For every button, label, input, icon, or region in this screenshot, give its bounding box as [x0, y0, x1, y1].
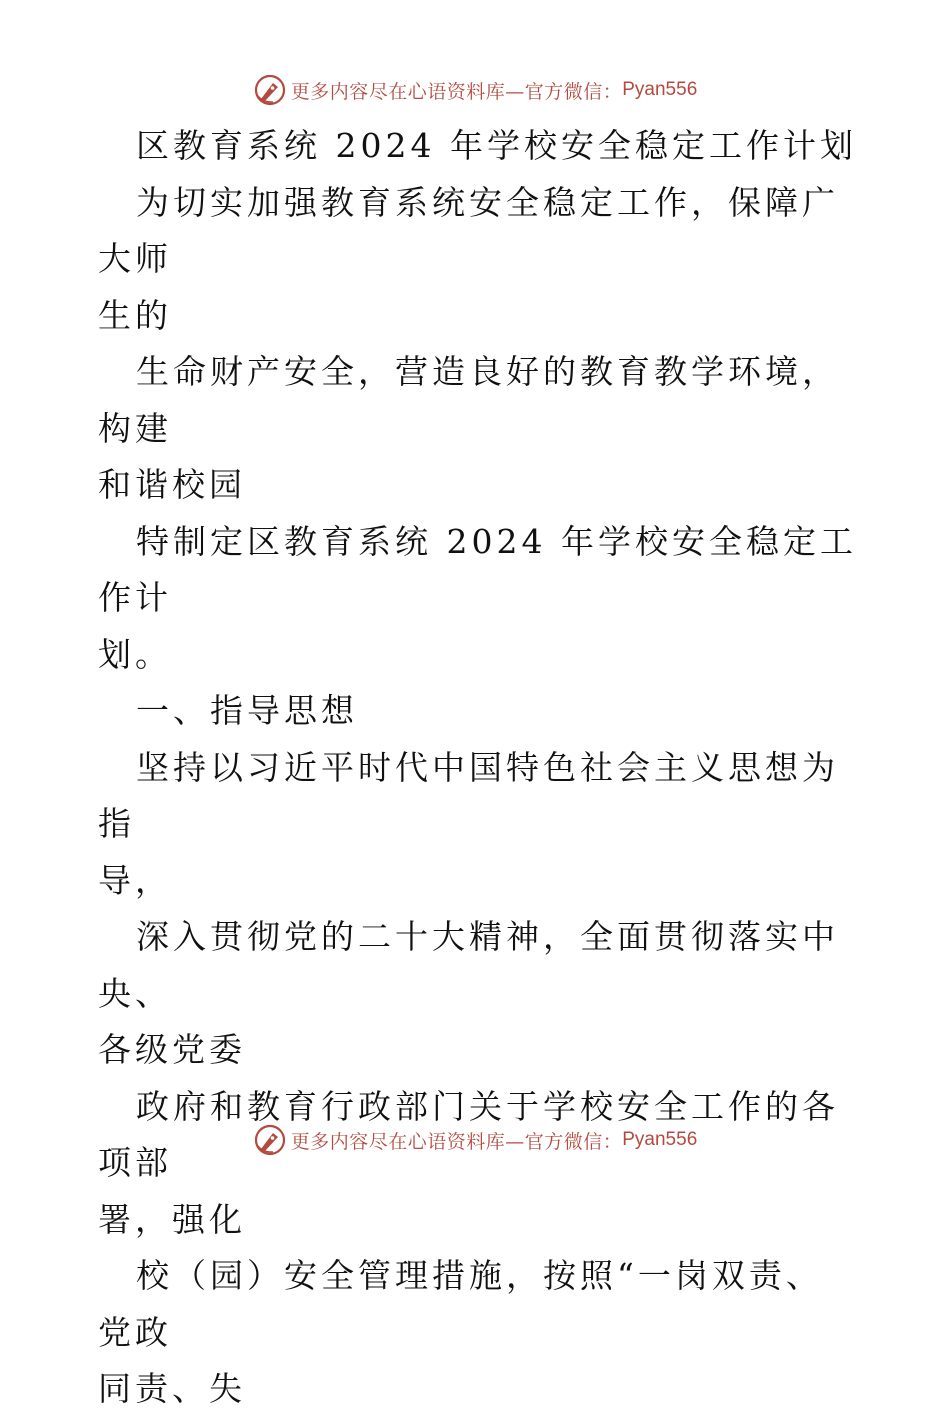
section-heading: 一、指导思想 — [136, 691, 358, 730]
banner-wechat-id: Pyan556 — [622, 1129, 698, 1150]
document-body — [98, 118, 858, 1418]
document-line: 为切实加强教育系统安全稳定工作，保障广大师 — [98, 182, 839, 278]
footer-watermark-banner — [0, 1120, 950, 1160]
document-line: 区教育系统 2024 年学校安全稳定工作计划 — [136, 126, 857, 165]
pen-nib-logo-icon — [253, 1123, 287, 1157]
document-line: 划。 — [98, 634, 172, 674]
document-line: 各级党委 — [98, 1030, 246, 1069]
header-watermark-banner — [0, 70, 950, 110]
document-line: 同责、失 — [98, 1369, 246, 1408]
banner-text: 更多内容尽在心语资料库—官方微信： — [290, 1130, 623, 1153]
document-line: 校（园）安全管理措施，按照“一岗双责、党政 — [98, 1256, 823, 1352]
document-line: 生命财产安全，营造良好的教育教学环境，构建 — [98, 352, 839, 448]
document-line: 署，强化 — [98, 1199, 246, 1239]
document-line: 坚持以习近平时代中国特色社会主义思想为指 — [98, 747, 839, 843]
banner-wechat-id: Pyan556 — [622, 79, 698, 100]
pen-nib-logo-icon — [253, 73, 287, 107]
document-line: 深入贯彻党的二十大精神，全面贯彻落实中央、 — [98, 917, 839, 1013]
document-line: 特制定区教育系统 2024 年学校安全稳定工作计 — [98, 521, 857, 617]
document-line: 导， — [98, 860, 172, 900]
document-line: 生的 — [98, 295, 172, 335]
document-line: 政府和教育行政部门关于学校安全工作的各项部 — [98, 1086, 839, 1182]
document-line: 和谐校园 — [98, 465, 246, 504]
banner-text: 更多内容尽在心语资料库—官方微信： — [290, 80, 623, 103]
